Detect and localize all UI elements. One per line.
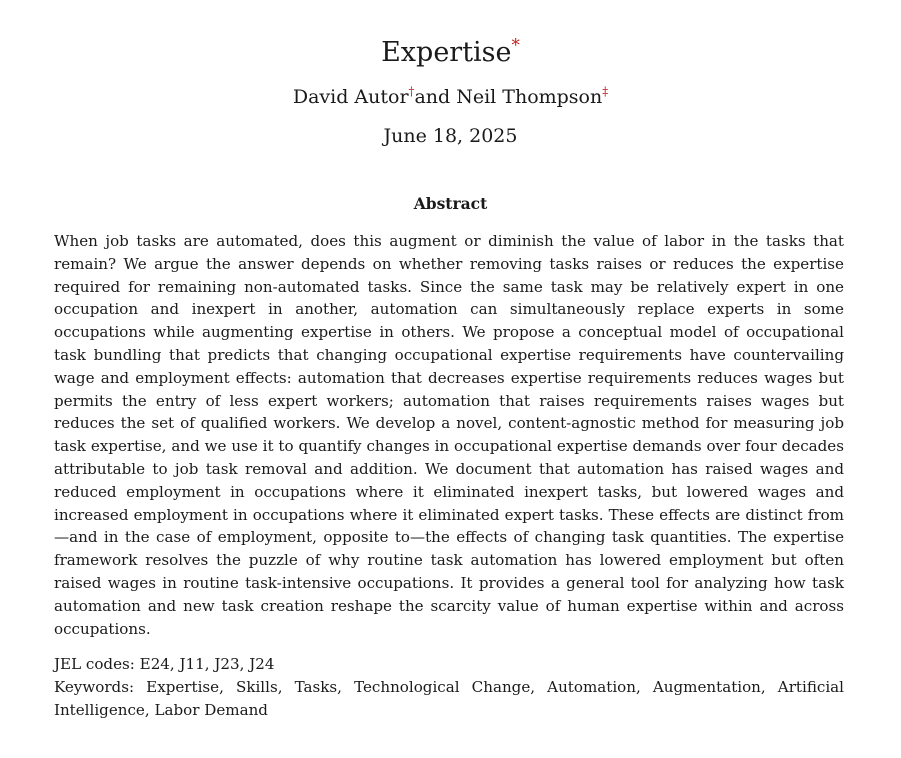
paper-title <box>0 36 901 70</box>
publication-date: June 18, 2025 <box>383 125 518 147</box>
author-name: David Autor <box>292 86 409 108</box>
author-name: Neil Thompson <box>456 86 603 108</box>
abstract-heading: Abstract <box>413 194 488 213</box>
jel-codes-line <box>54 653 844 676</box>
jel-codes-value: E24, J11, J23, J24 <box>139 655 275 673</box>
author-footnote-mark[interactable]: † <box>408 84 415 99</box>
keywords-line <box>54 676 844 722</box>
abstract-text: When job tasks are automated, does this augment or diminish the value of labor in the tasks that remain? We argue the answer depends on whether removing tasks raises or reduces the expertise required for remaining non-automated tasks. Since the same task may be relatively expert in one occupation and inexpert in another, automation can simultaneously replace experts in some occupations while augmenting expertise in others. We propose a conceptual model of occupational task bundling that predicts that changing occupational expertise requirements have countervailing wage and employment effects: automation that decreases expertise requirements reduces wages but permits the entry of less expert workers; automation that raises requirements raises wages but reduces the set of qualified workers. We develop a novel, content-agnostic method for measuring job task expertise, and we use it to quantify changes in occupational expertise demands over four decades attributable to job task removal and addition. We document that automation has raised wages and reduced employment in occupations where it eliminated inexpert tasks, but lowered wages and increased employment in occupations where it eliminated expert tasks. These effects are distinct from—and in the case of employment, opposite to—the effects of changing task quantities. The expertise framework resolves the puzzle of why routine task automation has lowered employment but often raised wages in routine task-intensive occupations. It provides a general tool for analyzing how task automation and new task creation reshape the scarcity value of human expertise within and across occupations. <box>54 232 844 638</box>
author-line <box>0 84 901 110</box>
keywords-value: Expertise, Skills, Tasks, Technological Change, Automation, Augmentation, Artificial Intelligence, Labor Demand <box>54 677 844 719</box>
title-text: Expertise <box>381 37 512 68</box>
keywords-label: Keywords: <box>54 677 135 696</box>
title-footnote-mark[interactable]: * <box>511 34 520 55</box>
jel-codes-label: JEL codes: <box>54 655 135 673</box>
author-footnote-mark[interactable]: ‡ <box>602 84 609 99</box>
author-conjunction: and <box>414 86 451 108</box>
paper-metadata <box>54 653 844 721</box>
